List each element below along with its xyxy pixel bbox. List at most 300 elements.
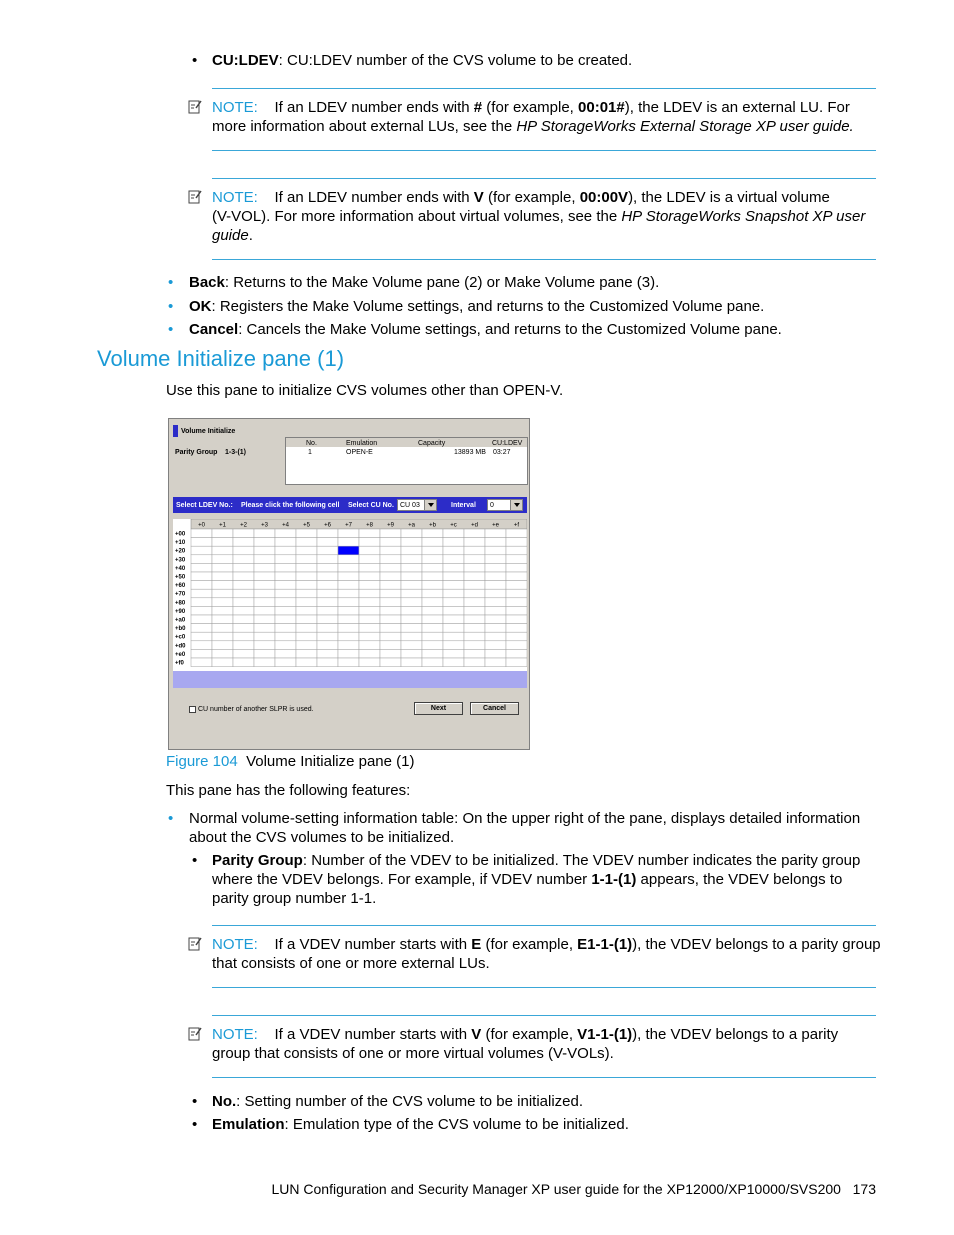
grid-cell[interactable] bbox=[233, 632, 254, 641]
grid-cell[interactable] bbox=[275, 589, 296, 598]
grid-cell[interactable] bbox=[422, 606, 443, 615]
grid-cell[interactable] bbox=[275, 649, 296, 658]
grid-cell[interactable] bbox=[380, 555, 401, 564]
grid-cell[interactable] bbox=[485, 632, 506, 641]
slpr-checkbox-label: CU number of another SLPR is used. bbox=[198, 706, 314, 713]
grid-col-header: +c bbox=[450, 522, 457, 529]
grid-cell[interactable] bbox=[191, 555, 212, 564]
grid-cell[interactable] bbox=[380, 581, 401, 590]
grid-cell[interactable] bbox=[275, 658, 296, 667]
grid-cell[interactable] bbox=[254, 546, 275, 555]
grid-cell[interactable] bbox=[485, 658, 506, 667]
grid-cell[interactable] bbox=[359, 546, 380, 555]
grid-cell[interactable] bbox=[233, 572, 254, 581]
grid-cell[interactable] bbox=[233, 546, 254, 555]
grid-cell[interactable] bbox=[464, 649, 485, 658]
grid-cell[interactable] bbox=[443, 606, 464, 615]
bullet: • bbox=[192, 1116, 198, 1133]
grid-cell[interactable] bbox=[443, 598, 464, 607]
grid-cell[interactable] bbox=[254, 641, 275, 650]
grid-cell[interactable] bbox=[233, 641, 254, 650]
grid-cell[interactable] bbox=[233, 615, 254, 624]
note-rule bbox=[212, 178, 876, 179]
grid-cell[interactable] bbox=[464, 538, 485, 547]
grid-cell[interactable] bbox=[212, 581, 233, 590]
grid-cell[interactable] bbox=[317, 649, 338, 658]
grid-cell[interactable] bbox=[191, 615, 212, 624]
grid-cell[interactable] bbox=[275, 598, 296, 607]
grid-cell[interactable] bbox=[296, 598, 317, 607]
grid-cell[interactable] bbox=[359, 658, 380, 667]
grid-cell[interactable] bbox=[275, 538, 296, 547]
grid-cell[interactable] bbox=[191, 563, 212, 572]
grid-cell[interactable] bbox=[422, 572, 443, 581]
grid-cell[interactable] bbox=[506, 606, 527, 615]
grid-cell[interactable] bbox=[254, 624, 275, 633]
grid-cell[interactable] bbox=[380, 606, 401, 615]
normal-table-item: Normal volume-setting information table: On the upper right of the pane, displays detailed information about the CVS volumes to be initialized. bbox=[189, 810, 861, 846]
grid-cell[interactable] bbox=[191, 529, 212, 538]
grid-cell[interactable] bbox=[212, 615, 233, 624]
grid-cell[interactable] bbox=[380, 546, 401, 555]
grid-cell[interactable] bbox=[296, 649, 317, 658]
grid-cell[interactable] bbox=[401, 581, 422, 590]
bullet: • bbox=[168, 321, 174, 338]
grid-cell[interactable] bbox=[443, 641, 464, 650]
grid-cell[interactable] bbox=[212, 563, 233, 572]
grid-cell[interactable] bbox=[212, 529, 233, 538]
grid-cell[interactable] bbox=[317, 624, 338, 633]
cancel-item: Cancel: Cancels the Make Volume settings, and returns to the Customized Volume pane. bbox=[189, 321, 782, 338]
page-number: 173 bbox=[852, 1181, 876, 1197]
grid-cell[interactable] bbox=[254, 589, 275, 598]
grid-cell[interactable] bbox=[443, 555, 464, 564]
grid-cell[interactable] bbox=[464, 632, 485, 641]
grid-cell[interactable] bbox=[296, 555, 317, 564]
grid-cell[interactable] bbox=[233, 563, 254, 572]
grid-cell[interactable] bbox=[443, 632, 464, 641]
grid-cell[interactable] bbox=[401, 572, 422, 581]
grid-cell[interactable] bbox=[485, 624, 506, 633]
grid-cell[interactable] bbox=[296, 581, 317, 590]
interval-label: Interval bbox=[451, 502, 476, 509]
grid-col-header: +e bbox=[492, 522, 499, 529]
grid-cell[interactable] bbox=[464, 546, 485, 555]
grid-cell[interactable] bbox=[191, 572, 212, 581]
grid-cell[interactable] bbox=[422, 589, 443, 598]
grid-cell[interactable] bbox=[212, 606, 233, 615]
grid-cell[interactable] bbox=[317, 529, 338, 538]
grid-cell[interactable] bbox=[338, 641, 359, 650]
grid-cell[interactable] bbox=[401, 529, 422, 538]
grid-cell[interactable] bbox=[464, 529, 485, 538]
grid-cell[interactable] bbox=[506, 658, 527, 667]
grid-cell[interactable] bbox=[233, 529, 254, 538]
grid-cell[interactable] bbox=[506, 641, 527, 650]
grid-cell[interactable] bbox=[401, 658, 422, 667]
grid-cell[interactable] bbox=[422, 546, 443, 555]
grid-cell[interactable] bbox=[380, 563, 401, 572]
grid-cell[interactable] bbox=[233, 624, 254, 633]
grid-cell[interactable] bbox=[191, 589, 212, 598]
grid-cell[interactable] bbox=[191, 632, 212, 641]
grid-cell[interactable] bbox=[359, 606, 380, 615]
grid-cell[interactable] bbox=[338, 581, 359, 590]
grid-cell[interactable] bbox=[380, 632, 401, 641]
grid-cell[interactable] bbox=[485, 572, 506, 581]
grid-cell[interactable] bbox=[506, 563, 527, 572]
parity-group-item: Parity Group: Number of the VDEV to be initialized. The VDEV number indicates the parity group where the VDEV belongs. For example, if VDEV number 1-1-(1) appears, the VDEV belongs to parity group number 1-1. bbox=[212, 852, 861, 907]
grid-cell[interactable] bbox=[317, 546, 338, 555]
select-cu-label: Select CU No. bbox=[348, 502, 394, 509]
grid-cell[interactable] bbox=[380, 538, 401, 547]
grid-cell[interactable] bbox=[422, 615, 443, 624]
grid-cell[interactable] bbox=[338, 538, 359, 547]
grid-cell[interactable] bbox=[506, 615, 527, 624]
grid-cell[interactable] bbox=[359, 581, 380, 590]
grid-cell[interactable] bbox=[338, 555, 359, 564]
grid-cell[interactable] bbox=[275, 572, 296, 581]
grid-cell[interactable] bbox=[254, 555, 275, 564]
grid-cell[interactable] bbox=[506, 555, 527, 564]
grid-cell[interactable] bbox=[485, 529, 506, 538]
grid-cell[interactable] bbox=[464, 572, 485, 581]
grid-cell[interactable] bbox=[422, 624, 443, 633]
grid-cell[interactable] bbox=[464, 581, 485, 590]
grid-cell[interactable] bbox=[254, 606, 275, 615]
cu-dropdown[interactable] bbox=[397, 499, 437, 511]
grid-cell[interactable] bbox=[506, 632, 527, 641]
grid-cell[interactable] bbox=[401, 598, 422, 607]
grid-cell[interactable] bbox=[359, 632, 380, 641]
grid-cell[interactable] bbox=[338, 615, 359, 624]
grid-cell[interactable] bbox=[464, 658, 485, 667]
grid-cell[interactable] bbox=[485, 538, 506, 547]
grid-cell[interactable] bbox=[401, 555, 422, 564]
grid-cell[interactable] bbox=[464, 589, 485, 598]
grid-cell[interactable] bbox=[317, 658, 338, 667]
grid-cell[interactable] bbox=[380, 649, 401, 658]
grid-cell[interactable] bbox=[275, 555, 296, 564]
grid-cell[interactable] bbox=[212, 649, 233, 658]
grid-cell[interactable] bbox=[506, 572, 527, 581]
grid-cell[interactable] bbox=[485, 606, 506, 615]
grid-cell[interactable] bbox=[212, 546, 233, 555]
grid-cell[interactable] bbox=[443, 581, 464, 590]
grid-cell[interactable] bbox=[254, 572, 275, 581]
grid-cell[interactable] bbox=[422, 581, 443, 590]
grid-cell[interactable] bbox=[506, 581, 527, 590]
grid-cell[interactable] bbox=[254, 632, 275, 641]
grid-cell[interactable] bbox=[254, 615, 275, 624]
grid-cell[interactable] bbox=[485, 641, 506, 650]
grid-col-header: +2 bbox=[240, 522, 247, 529]
grid-cell[interactable] bbox=[296, 538, 317, 547]
cancel-button[interactable]: Cancel bbox=[470, 702, 519, 715]
grid-cell[interactable] bbox=[275, 606, 296, 615]
grid-row-header: +b0 bbox=[175, 626, 186, 633]
grid-cell[interactable] bbox=[317, 606, 338, 615]
grid-cell[interactable] bbox=[380, 658, 401, 667]
grid-cell[interactable] bbox=[233, 649, 254, 658]
grid-cell[interactable] bbox=[506, 598, 527, 607]
grid-cell[interactable] bbox=[401, 649, 422, 658]
features-intro: This pane has the following features: bbox=[166, 782, 411, 799]
grid-cell[interactable] bbox=[422, 641, 443, 650]
grid-cell[interactable] bbox=[212, 658, 233, 667]
grid-cell[interactable] bbox=[296, 572, 317, 581]
grid-cell[interactable] bbox=[443, 546, 464, 555]
grid-cell[interactable] bbox=[464, 598, 485, 607]
grid-cell[interactable] bbox=[380, 615, 401, 624]
chevron-down-icon bbox=[424, 500, 436, 510]
grid-cell[interactable] bbox=[380, 572, 401, 581]
grid-cell[interactable] bbox=[191, 581, 212, 590]
cu-ldev-item: CU:LDEV: CU:LDEV number of the CVS volume to be created. bbox=[212, 52, 633, 69]
volume-table[interactable] bbox=[285, 437, 528, 485]
grid-cell[interactable] bbox=[317, 598, 338, 607]
grid-cell[interactable] bbox=[401, 606, 422, 615]
grid-cell[interactable] bbox=[443, 658, 464, 667]
grid-cell[interactable] bbox=[254, 581, 275, 590]
grid-cell[interactable] bbox=[506, 529, 527, 538]
grid-row-header: +f0 bbox=[175, 660, 184, 667]
grid-cell[interactable] bbox=[338, 529, 359, 538]
grid-cell[interactable] bbox=[359, 529, 380, 538]
grid-cell[interactable] bbox=[275, 581, 296, 590]
grid-cell[interactable] bbox=[233, 598, 254, 607]
grid-cell[interactable] bbox=[422, 632, 443, 641]
grid-cell[interactable] bbox=[317, 641, 338, 650]
grid-cell[interactable] bbox=[338, 606, 359, 615]
grid-cell[interactable] bbox=[296, 641, 317, 650]
grid-cell[interactable] bbox=[275, 641, 296, 650]
grid-cell[interactable] bbox=[422, 563, 443, 572]
grid-cell[interactable] bbox=[275, 615, 296, 624]
grid-cell[interactable] bbox=[212, 589, 233, 598]
grid-cell[interactable] bbox=[254, 658, 275, 667]
grid-cell[interactable] bbox=[338, 563, 359, 572]
grid-cell[interactable] bbox=[464, 563, 485, 572]
grid-cell[interactable] bbox=[359, 538, 380, 547]
grid-cell[interactable] bbox=[401, 641, 422, 650]
grid-row-header: +60 bbox=[175, 583, 186, 590]
grid-cell[interactable] bbox=[359, 563, 380, 572]
grid-cell[interactable] bbox=[317, 572, 338, 581]
grid-col-header: +1 bbox=[219, 522, 226, 529]
grid-cell[interactable] bbox=[212, 572, 233, 581]
grid-cell[interactable] bbox=[191, 649, 212, 658]
grid-cell[interactable] bbox=[443, 615, 464, 624]
grid-cell[interactable] bbox=[485, 546, 506, 555]
interval-dropdown[interactable] bbox=[487, 499, 523, 511]
grid-cell[interactable] bbox=[233, 581, 254, 590]
grid-cell[interactable] bbox=[338, 624, 359, 633]
grid-cell[interactable] bbox=[338, 589, 359, 598]
grid-cell[interactable] bbox=[212, 538, 233, 547]
grid-cell[interactable] bbox=[464, 641, 485, 650]
grid-cell[interactable] bbox=[401, 615, 422, 624]
grid-cell[interactable] bbox=[296, 615, 317, 624]
grid-cell[interactable] bbox=[443, 589, 464, 598]
grid-cell[interactable] bbox=[422, 598, 443, 607]
grid-cell[interactable] bbox=[359, 624, 380, 633]
grid-cell[interactable] bbox=[506, 538, 527, 547]
grid-cell[interactable] bbox=[359, 598, 380, 607]
grid-cell[interactable] bbox=[338, 649, 359, 658]
grid-cell[interactable] bbox=[464, 615, 485, 624]
grid-cell[interactable] bbox=[317, 589, 338, 598]
grid-cell[interactable] bbox=[485, 589, 506, 598]
grid-cell[interactable] bbox=[233, 658, 254, 667]
grid-cell[interactable] bbox=[359, 572, 380, 581]
grid-cell[interactable] bbox=[443, 529, 464, 538]
grid-cell[interactable] bbox=[296, 658, 317, 667]
grid-cell[interactable] bbox=[338, 598, 359, 607]
grid-cell[interactable] bbox=[422, 649, 443, 658]
grid-cell[interactable] bbox=[317, 615, 338, 624]
grid-cell[interactable] bbox=[233, 538, 254, 547]
grid-cell[interactable] bbox=[296, 546, 317, 555]
grid-cell[interactable] bbox=[380, 641, 401, 650]
parity-group-value: 1-3-(1) bbox=[225, 449, 247, 456]
grid-col-header: +8 bbox=[366, 522, 373, 529]
grid-cell[interactable] bbox=[464, 606, 485, 615]
grid-cell[interactable] bbox=[254, 649, 275, 658]
grid-cell[interactable] bbox=[191, 606, 212, 615]
grid-cell[interactable] bbox=[191, 624, 212, 633]
grid-cell[interactable] bbox=[485, 563, 506, 572]
grid-cell[interactable] bbox=[401, 546, 422, 555]
grid-cell[interactable] bbox=[233, 589, 254, 598]
grid-cell[interactable] bbox=[254, 598, 275, 607]
cell-capacity: 13893 MB bbox=[454, 449, 486, 456]
grid-cell[interactable] bbox=[401, 538, 422, 547]
grid-cell[interactable] bbox=[317, 563, 338, 572]
grid-cell[interactable] bbox=[401, 589, 422, 598]
grid-cell[interactable] bbox=[275, 563, 296, 572]
grid-row-header: +50 bbox=[175, 574, 186, 581]
grid-cell[interactable] bbox=[191, 641, 212, 650]
grid-cell[interactable] bbox=[212, 555, 233, 564]
grid-cell[interactable] bbox=[506, 589, 527, 598]
grid-cell[interactable] bbox=[254, 563, 275, 572]
footer-text: LUN Configuration and Security Manager XP user guide for the XP12000/XP10000/SVS200 bbox=[271, 1181, 841, 1197]
grid-cell[interactable] bbox=[359, 555, 380, 564]
grid-cell[interactable] bbox=[506, 624, 527, 633]
next-button[interactable]: Next bbox=[414, 702, 463, 715]
grid-cell[interactable] bbox=[296, 632, 317, 641]
interval-dropdown-value: 0 bbox=[490, 502, 494, 509]
grid-cell[interactable] bbox=[338, 572, 359, 581]
grid-cell[interactable] bbox=[254, 529, 275, 538]
grid-cell[interactable] bbox=[380, 529, 401, 538]
grid-cell[interactable] bbox=[191, 658, 212, 667]
grid-cell[interactable] bbox=[275, 632, 296, 641]
grid-cell[interactable] bbox=[296, 563, 317, 572]
grid-cell[interactable] bbox=[443, 538, 464, 547]
grid-cell[interactable] bbox=[296, 589, 317, 598]
grid-cell[interactable] bbox=[296, 606, 317, 615]
grid-cell[interactable] bbox=[233, 555, 254, 564]
grid-cell[interactable] bbox=[485, 649, 506, 658]
grid-cell[interactable] bbox=[233, 606, 254, 615]
grid-cell[interactable] bbox=[443, 572, 464, 581]
grid-cell[interactable] bbox=[359, 641, 380, 650]
grid-cell[interactable] bbox=[485, 598, 506, 607]
note-rule bbox=[212, 150, 876, 151]
grid-cell[interactable] bbox=[338, 658, 359, 667]
grid-cell[interactable] bbox=[485, 615, 506, 624]
grid-cell-selected[interactable] bbox=[338, 546, 359, 555]
bullet: • bbox=[168, 810, 174, 827]
grid-col-header: +5 bbox=[303, 522, 310, 529]
grid-cell[interactable] bbox=[485, 581, 506, 590]
title-marker bbox=[173, 425, 178, 437]
grid-cell[interactable] bbox=[380, 589, 401, 598]
grid-cell[interactable] bbox=[422, 658, 443, 667]
grid-cell[interactable] bbox=[317, 632, 338, 641]
grid-cell[interactable] bbox=[212, 632, 233, 641]
grid-cell[interactable] bbox=[422, 529, 443, 538]
grid-cell[interactable] bbox=[212, 624, 233, 633]
grid-cell[interactable] bbox=[443, 563, 464, 572]
ldev-grid[interactable] bbox=[173, 519, 527, 671]
grid-cell[interactable] bbox=[464, 624, 485, 633]
grid-col-header: +b bbox=[429, 522, 436, 529]
grid-cell[interactable] bbox=[359, 649, 380, 658]
grid-cell[interactable] bbox=[359, 615, 380, 624]
grid-cell[interactable] bbox=[191, 546, 212, 555]
grid-cell[interactable] bbox=[254, 538, 275, 547]
grid-cell[interactable] bbox=[422, 538, 443, 547]
grid-cell[interactable] bbox=[464, 555, 485, 564]
grid-cell[interactable] bbox=[485, 555, 506, 564]
grid-cell[interactable] bbox=[275, 546, 296, 555]
grid-cell[interactable] bbox=[191, 598, 212, 607]
slpr-checkbox[interactable] bbox=[189, 706, 196, 713]
table-row[interactable] bbox=[286, 447, 527, 456]
grid-cell[interactable] bbox=[422, 555, 443, 564]
grid-cell[interactable] bbox=[275, 624, 296, 633]
grid-cell[interactable] bbox=[212, 641, 233, 650]
grid-cell[interactable] bbox=[401, 624, 422, 633]
grid-cell[interactable] bbox=[443, 624, 464, 633]
page-footer bbox=[272, 1180, 876, 1198]
grid-cell[interactable] bbox=[296, 529, 317, 538]
grid-cell[interactable] bbox=[338, 632, 359, 641]
grid-cell[interactable] bbox=[401, 563, 422, 572]
figure-caption: Figure 104 Volume Initialize pane (1) bbox=[166, 753, 415, 770]
grid-cell[interactable] bbox=[401, 632, 422, 641]
grid-cell[interactable] bbox=[317, 555, 338, 564]
grid-cell[interactable] bbox=[317, 538, 338, 547]
grid-cell[interactable] bbox=[380, 624, 401, 633]
grid-cell[interactable] bbox=[506, 546, 527, 555]
grid-row-header: +10 bbox=[175, 540, 186, 547]
grid-cell[interactable] bbox=[296, 624, 317, 633]
grid-cell[interactable] bbox=[380, 598, 401, 607]
grid-cell[interactable] bbox=[359, 589, 380, 598]
note-rule bbox=[212, 259, 876, 260]
grid-cell[interactable] bbox=[212, 598, 233, 607]
grid-cell[interactable] bbox=[443, 649, 464, 658]
bullet: • bbox=[168, 298, 174, 315]
grid-cell[interactable] bbox=[317, 581, 338, 590]
grid-cell[interactable] bbox=[506, 649, 527, 658]
grid-cell[interactable] bbox=[275, 529, 296, 538]
grid-cell[interactable] bbox=[191, 538, 212, 547]
